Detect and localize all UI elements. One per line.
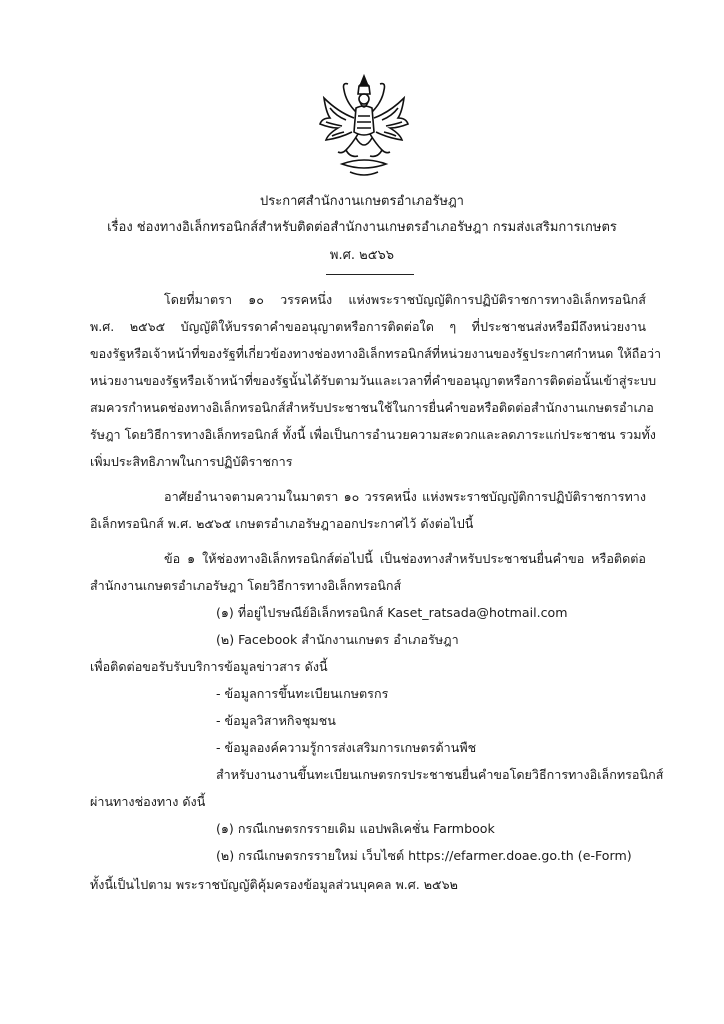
closing-statement: ทั้งนี้เป็นไปตาม พระราชบัญญัติคุ้มครองข้อมูลส่วนบุคคล พ.ศ. ๒๕๖๒ [90,877,458,892]
divider [326,274,414,275]
services-intro: เพื่อติดต่อขอรับรับบริการข้อมูลข่าวสาร ดังนี้ [90,659,328,674]
para1-line-2: พ.ศ. ๒๕๖๕ บัญญัติให้บรรดาคำขออนุญาตหรือการติดต่อใด ๆ ที่ประชาชนส่งหรือมีถึงหน่วยงาน [90,319,646,334]
announcement-year: พ.ศ. ๒๕๖๖ [329,248,395,263]
registration-intro-line-2: ผ่านทางช่องทาง ดังนี้ [90,794,206,809]
service-item: - ข้อมูลการขึ้นทะเบียนเกษตรกร [216,686,389,701]
para1-line-4: หน่วยงานของรัฐหรือเจ้าหน้าที่ของรัฐนั้นได้รับตามวันและเวลาที่คำขออนุญาตหรือการติดต่อนั้นเข้าสู่ระบบ [90,373,657,388]
channel-email: (๑) ที่อยู่ไปรษณีย์อิเล็กทรอนิกส์ Kaset_ratsada@hotmail.com [216,605,568,620]
para3-line-2: สำนักงานเกษตรอำเภอรัษฎา โดยวิธีการทางอิเล็กทรอนิกส์ [90,578,402,593]
para1-line-6: รัษฎา โดยวิธีการทางอิเล็กทรอนิกส์ ทั้งนี้ เพื่อเป็นการอำนวยความสะดวกและลดภาระแก่ประชาชน รวมทั้ง [90,427,656,442]
para1-line-1: โดยที่มาตรา ๑๐ วรรคหนึ่ง แห่งพระราชบัญญัติการปฏิบัติราชการทางอิเล็กทรอนิกส์ [164,292,646,307]
para1-line-7: เพิ่มประสิทธิภาพในการปฏิบัติราชการ [90,454,293,469]
registration-existing-farmer: (๑) กรณีเกษตรกรรายเดิม แอปพลิเคชั่น Farmbook [216,821,495,836]
registration-intro-line-1: สำหรับงานงานขึ้นทะเบียนเกษตรกรประชาชนยื่นคำขอโดยวิธีการทางอิเล็กทรอนิกส์ [216,767,664,782]
service-item: - ข้อมูลองค์ความรู้การส่งเสริมการเกษตรด้านพืช [216,740,477,755]
para3-line-1: ข้อ ๑ ให้ช่องทางอิเล็กทรอนิกส์ต่อไปนี้ เป็นช่องทางสำหรับประชาชนยื่นคำขอ หรือติดต่อ [164,551,646,566]
channel-facebook: (๒) Facebook สำนักงานเกษตร อำเภอรัษฎา [216,632,459,647]
para1-line-5: สมควรกำหนดช่องทางอิเล็กทรอนิกส์สำหรับประชาชนใช้ในการยื่นคำขอหรือติดต่อสำนักงานเกษตรอำเภอ [90,400,654,415]
service-item: - ข้อมูลวิสาหกิจชุมชน [216,713,336,728]
garuda-emblem-icon [316,72,412,182]
para2-line-2: อิเล็กทรอนิกส์ พ.ศ. ๒๕๖๕ เกษตรอำเภอรัษฎาออกประกาศไว้ ดังต่อไปนี้ [90,516,474,531]
para1-line-3: ของรัฐหรือเจ้าหน้าที่ของรัฐที่เกี่ยวข้องทางช่องทางอิเล็กทรอนิกส์ที่หน่วยงานของรัฐประกาศกำหนด ให้ถือว่า [90,346,662,361]
registration-new-farmer: (๒) กรณีเกษตรกรรายใหม่ เว็บไซต์ https://efarmer.doae.go.th (e-Form) [216,848,632,863]
para2-line-1: อาศัยอำนาจตามความในมาตรา ๑๐ วรรคหนึ่ง แห่งพระราชบัญญัติการปฏิบัติราชการทาง [164,489,646,504]
announcement-title: ประกาศสำนักงานเกษตรอำเภอรัษฎา [260,194,464,209]
announcement-subject: เรื่อง ช่องทางอิเล็กทรอนิกส์สำหรับติดต่อสำนักงานเกษตรอำเภอรัษฎา กรมส่งเสริมการเกษตร [107,220,617,235]
